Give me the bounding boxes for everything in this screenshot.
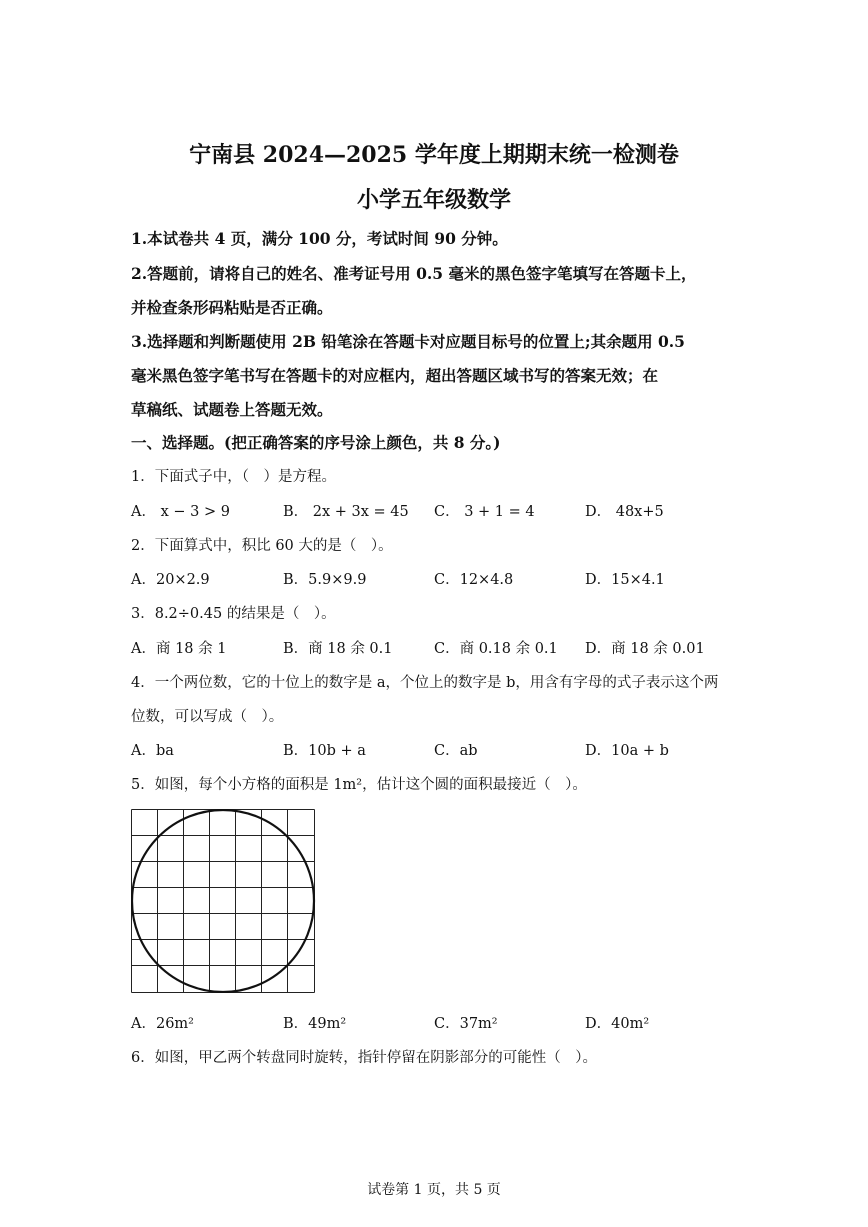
instruction-line: 3.选择题和判断题使用 2B 铅笔涂在答题卡对应题目标号的位置上;其余题用 0.5 <box>131 332 685 351</box>
instruction-line: 并检查条形码粘贴是否正确。 <box>131 298 333 317</box>
instruction-line: 2.答题前，请将自己的姓名、准考证号用 0.5 毫米的黑色签字笔填写在答题卡上， <box>131 264 697 283</box>
option-a: A．20×2.9 <box>131 572 210 588</box>
page-title: 宁南县 2024—2025 学年度上期期末统一检测卷 <box>189 142 679 168</box>
option-a: A．商 18 余 1 <box>131 641 227 657</box>
option-c: C． 3 + 1 = 4 <box>434 504 535 520</box>
page-footer: 试卷第 1 页，共 5 页 <box>367 1182 501 1198</box>
question-stem: 2．下面算式中，积比 60 大的是（ ）。 <box>131 538 393 554</box>
section-heading: 一、选择题。(把正确答案的序号涂上颜色，共 8 分。) <box>131 433 501 452</box>
circle-shape <box>132 810 314 992</box>
question-stem: 1．下面式子中，（ ）是方程。 <box>131 469 336 485</box>
option-b: B．49m² <box>283 1016 347 1032</box>
question-stem: 6．如图，甲乙两个转盘同时旋转，指针停留在阴影部分的可能性（ ）。 <box>131 1050 597 1066</box>
option-a: A． x − 3 > 9 <box>131 504 230 520</box>
page-subtitle: 小学五年级数学 <box>356 187 511 213</box>
question-stem: 3．8.2÷0.45 的结果是（ ）。 <box>131 606 336 622</box>
option-b: B．10b + a <box>283 743 366 759</box>
option-c: C．12×4.8 <box>434 572 514 588</box>
option-d: D．商 18 余 0.01 <box>585 641 705 657</box>
option-b: B．商 18 余 0.1 <box>283 641 393 657</box>
question-stem: 4．一个两位数，它的十位上的数字是 a，个位上的数字是 b，用含有字母的式子表示这个两 <box>131 675 719 691</box>
option-d: D．10a + b <box>585 743 669 759</box>
option-d: D． 48x+5 <box>585 504 664 520</box>
option-c: C．ab <box>434 743 478 759</box>
instruction-line: 草稿纸、试题卷上答题无效。 <box>131 400 333 419</box>
option-a: A．ba <box>131 743 174 759</box>
option-c: C．37m² <box>434 1016 498 1032</box>
option-b: B．5.9×9.9 <box>283 572 367 588</box>
option-d: D．40m² <box>585 1016 650 1032</box>
instruction-line: 1.本试卷共 4 页，满分 100 分，考试时间 90 分钟。 <box>131 229 508 248</box>
grid-circle-figure <box>131 809 317 997</box>
question-stem: 5．如图，每个小方格的面积是 1m²，估计这个圆的面积最接近（ ）。 <box>131 777 587 793</box>
instruction-line: 毫米黑色签字笔书写在答题卡的对应框内，超出答题区域书写的答案无效；在 <box>131 366 659 385</box>
option-a: A．26m² <box>131 1016 194 1032</box>
question-stem-continued: 位数，可以写成（ ）。 <box>131 709 284 725</box>
option-d: D．15×4.1 <box>585 572 665 588</box>
option-b: B． 2x + 3x = 45 <box>283 504 409 520</box>
option-c: C．商 0.18 余 0.1 <box>434 641 558 657</box>
grid-circle-svg <box>131 809 317 993</box>
